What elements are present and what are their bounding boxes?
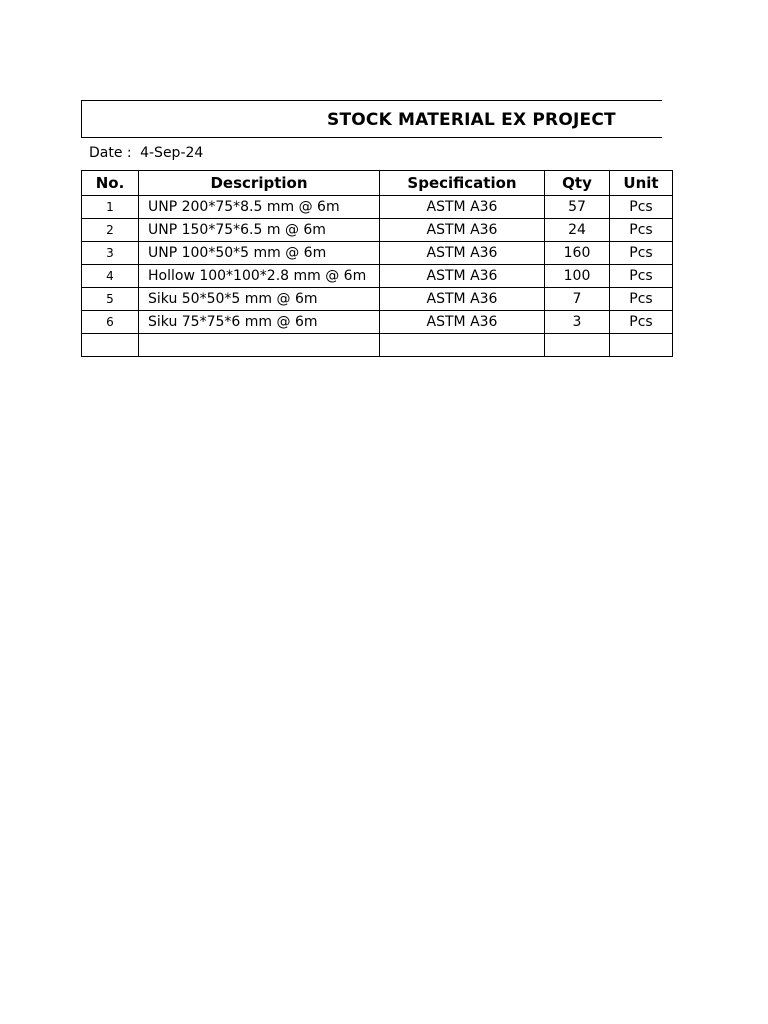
table-row [82,288,673,311]
cell-qty: 24 [545,219,610,242]
cell-unit: Pcs [610,265,673,288]
title-box [81,100,662,138]
table-row [82,242,673,265]
cell-description: UNP 100*50*5 mm @ 6m [139,242,380,265]
cell-no: 2 [82,219,139,242]
cell-specification: ASTM A36 [380,196,545,219]
table-row [82,196,673,219]
cell-description: Hollow 100*100*2.8 mm @ 6m [139,265,380,288]
header-description: Description [139,171,380,196]
cell-unit: Pcs [610,196,673,219]
document-title: STOCK MATERIAL EX PROJECT [327,110,616,130]
cell-specification: ASTM A36 [380,242,545,265]
cell-specification: ASTM A36 [380,311,545,334]
cell-description: UNP 200*75*8.5 mm @ 6m [139,196,380,219]
cell-no: 5 [82,288,139,311]
cell-description: UNP 150*75*6.5 m @ 6m [139,219,380,242]
cell-qty [545,334,610,357]
cell-qty: 100 [545,265,610,288]
cell-no: 1 [82,196,139,219]
table-row-empty [82,334,673,357]
cell-unit: Pcs [610,242,673,265]
cell-no [82,334,139,357]
table-row [82,265,673,288]
cell-no: 4 [82,265,139,288]
stock-table [81,170,673,357]
header-no: No. [82,171,139,196]
cell-no: 6 [82,311,139,334]
header-unit: Unit [610,171,673,196]
cell-specification: ASTM A36 [380,288,545,311]
cell-specification: ASTM A36 [380,219,545,242]
cell-qty: 160 [545,242,610,265]
table-row [82,219,673,242]
header-qty: Qty [545,171,610,196]
cell-unit: Pcs [610,311,673,334]
cell-specification: ASTM A36 [380,265,545,288]
cell-description [139,334,380,357]
cell-unit: Pcs [610,288,673,311]
cell-qty: 57 [545,196,610,219]
cell-unit: Pcs [610,219,673,242]
cell-qty: 7 [545,288,610,311]
header-specification: Specification [380,171,545,196]
date-label: Date : [89,145,132,161]
cell-specification [380,334,545,357]
cell-unit [610,334,673,357]
date-line [89,145,203,161]
cell-qty: 3 [545,311,610,334]
table-row [82,311,673,334]
table-header-row [82,171,673,196]
cell-description: Siku 50*50*5 mm @ 6m [139,288,380,311]
cell-no: 3 [82,242,139,265]
cell-description: Siku 75*75*6 mm @ 6m [139,311,380,334]
date-value: 4-Sep-24 [140,145,204,161]
